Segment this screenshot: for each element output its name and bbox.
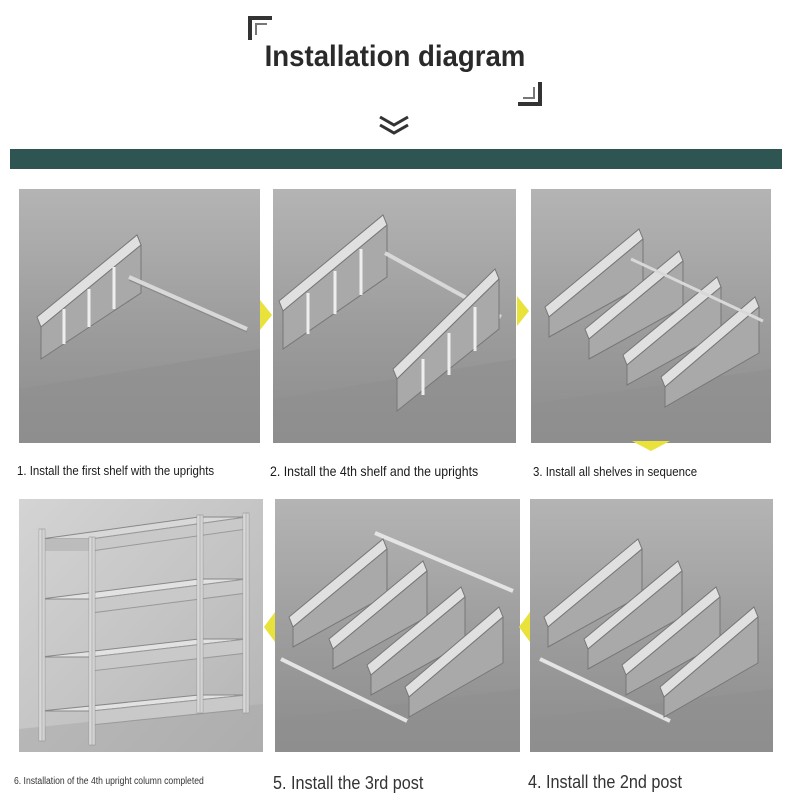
- step-4-caption: 4. Install the 2nd post: [528, 772, 683, 792]
- step-5-image: [275, 499, 520, 752]
- step-5-caption: 5. Install the 3rd post: [273, 773, 424, 793]
- section-divider-band: [10, 149, 782, 169]
- step-2-caption: 2. Install the 4th shelf and the uprights: [270, 463, 479, 479]
- step-6-image: [19, 499, 263, 752]
- triangle-arrow-icon: [264, 612, 275, 642]
- title-block: [248, 16, 542, 106]
- triangle-arrow-icon: [260, 300, 272, 330]
- page-title: Installation diagram: [264, 40, 526, 73]
- step-3-caption: 3. Install all shelves in sequence: [533, 464, 698, 479]
- triangle-arrow-icon: [519, 612, 530, 642]
- corner-bracket-bottom-right: [518, 82, 542, 106]
- triangle-arrow-icon: [632, 441, 670, 451]
- step-1-image: [19, 189, 260, 443]
- double-chevron-down-icon: [377, 114, 411, 136]
- triangle-arrow-icon: [517, 296, 529, 326]
- step-2-image: [273, 189, 516, 443]
- corner-bracket-top-left: [248, 16, 272, 40]
- step-3-image: [531, 189, 771, 443]
- step-6-caption: 6. Installation of the 4th upright column completed: [14, 776, 204, 787]
- step-1-caption: 1. Install the first shelf with the uprights: [17, 463, 215, 478]
- step-4-image: [530, 499, 773, 752]
